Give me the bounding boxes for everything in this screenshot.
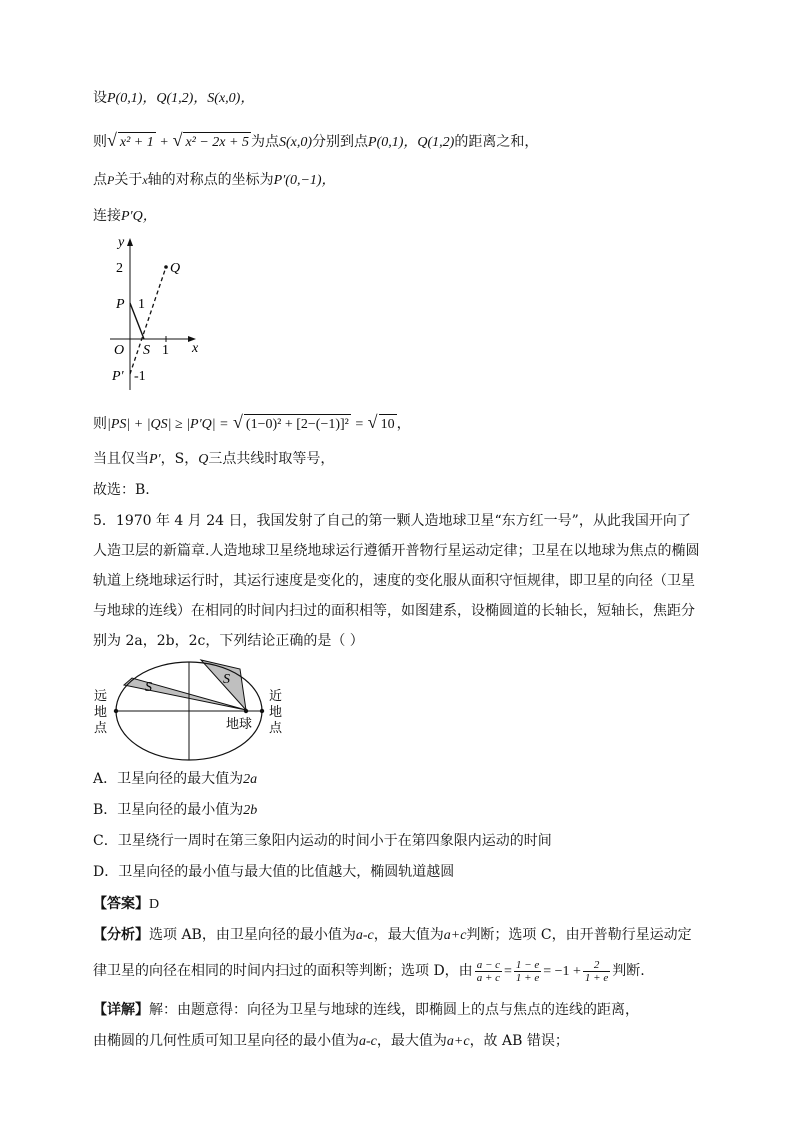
radicand-1: x² + 1 <box>118 132 156 153</box>
numerator: a − c <box>476 958 500 971</box>
math-a-minus-c: a-c <box>359 1034 377 1049</box>
text: 为点 <box>250 134 279 150</box>
option-b-math: 2b <box>243 803 258 818</box>
text: 分别到点 <box>312 134 369 150</box>
area-label-1: S <box>145 680 152 695</box>
text: 判断. <box>612 963 645 979</box>
near-label-1: 近 <box>269 688 283 703</box>
far-label-1: 远 <box>94 688 108 703</box>
text: 轴的对称点的坐标为 <box>147 172 274 188</box>
label-pprime: P′ <box>112 369 124 384</box>
near-label-2: 地 <box>269 704 283 719</box>
radicand-distance: (1−0)² + [2−(−1)]² <box>244 414 351 435</box>
denominator: 1 + e <box>584 971 609 984</box>
fraction-3 <box>583 959 610 984</box>
solution-line-3 <box>93 170 336 191</box>
detail-tag: 【详解】 <box>93 1002 149 1018</box>
math-p: P <box>107 173 115 187</box>
math-pq: P(0,1)，Q(1,2) <box>368 135 455 150</box>
text: 则 <box>93 416 107 432</box>
text: 当且仅当 <box>93 451 149 467</box>
text: 判断；选项 C，由开普勒行星运动定 <box>466 927 692 943</box>
area-label-2: S <box>223 672 230 687</box>
tick-neg1: -1 <box>134 369 146 384</box>
text: 选项 AB，由卫星向径的最小值为 <box>149 927 356 943</box>
earth-dot <box>244 709 248 713</box>
equals-sign: = <box>355 417 364 432</box>
label-s: S <box>143 343 150 358</box>
y-label: y <box>118 235 125 250</box>
text: 的距离之和， <box>454 134 539 150</box>
denominator: 1 + e <box>515 971 540 984</box>
equals-expression: = −1 + <box>543 964 581 979</box>
text: 则 <box>93 134 107 150</box>
earth-label: 地球 <box>226 716 253 731</box>
coordinate-graph <box>108 232 208 392</box>
text: ，最大值为 <box>376 1033 447 1049</box>
solution-line-7: 故选：B. <box>93 482 150 498</box>
detail-line-1 <box>93 1000 639 1020</box>
answer-tag: 【答案】 <box>93 896 149 912</box>
math-a-plus-c: a+c <box>446 1034 470 1049</box>
text: 三点共线时取等号， <box>208 451 335 467</box>
sqrt-sign: √ <box>107 130 117 150</box>
tick-1-y: 1 <box>138 297 145 312</box>
math-pprime-q: P′Q， <box>121 209 157 224</box>
option-c: C．卫星绕行一周时在第三象阳内运动的时间小于在第四象限内运动的时间 <box>93 833 552 849</box>
x-label: x <box>192 341 199 356</box>
analysis-tag: 【分析】 <box>93 927 149 943</box>
fraction-2 <box>514 959 541 984</box>
math-a-minus-c: a-c <box>355 928 374 943</box>
option-a-math: 2a <box>243 772 258 787</box>
sqrt-sign: √ <box>367 412 378 432</box>
near-point-dot <box>260 709 264 713</box>
result-sqrt10: 10 <box>379 414 397 435</box>
text: ，最大值为 <box>373 927 444 943</box>
far-label-2: 地 <box>94 704 108 719</box>
tick-1-x: 1 <box>162 343 169 358</box>
analysis-line-2 <box>93 955 645 988</box>
math-q: Q <box>198 452 209 467</box>
sqrt-sign: √ <box>172 130 183 150</box>
math-x: x <box>142 173 148 187</box>
math-pprime: P′ <box>149 452 161 467</box>
numerator: 1 − e <box>515 958 540 971</box>
solution-line-2 <box>93 130 538 153</box>
option-b-text: B．卫星向径的最小值为 <box>93 802 244 818</box>
detail-line-2 <box>93 1031 569 1052</box>
math-s: S(x,0) <box>278 135 313 150</box>
near-label-3: 点 <box>269 720 283 735</box>
sqrt-sign: √ <box>233 412 243 432</box>
option-b <box>93 800 257 821</box>
text: 由椭圆的几何性质可知卫星向径的最小值为 <box>93 1033 359 1049</box>
text: ， <box>396 416 411 432</box>
label-q: Q <box>170 261 181 276</box>
text: 律卫星的向径在相同的时间内扫过的面积等判断；选项 D，由 <box>93 963 473 979</box>
option-a <box>93 769 257 790</box>
radicand-2: x² − 2x + 5 <box>183 132 251 153</box>
option-d: D．卫星向径的最小值与最大值的比值越大，椭圆轨道越圆 <box>93 864 455 880</box>
far-label-3: 点 <box>94 720 108 735</box>
analysis-line-1 <box>93 925 692 946</box>
solution-line-6 <box>93 449 334 470</box>
far-point-dot <box>114 709 118 713</box>
answer-line <box>93 894 159 915</box>
equals-sign: = <box>504 964 512 979</box>
text: 连接 <box>93 208 121 224</box>
point-q <box>164 265 168 269</box>
math-a-plus-c: a+c <box>443 928 467 943</box>
text: 解：由题意得：向径为卫星与地球的连线，即椭圆上的点与焦点的连线的距离， <box>149 1002 639 1018</box>
math-points: P(0,1)，Q(1,2)，S(x,0)， <box>107 91 255 106</box>
text: ，S， <box>160 451 199 467</box>
fraction-1 <box>475 959 502 984</box>
option-a-text: A．卫星向径的最大值为 <box>93 771 244 787</box>
math-pprime: P′(0,−1)， <box>273 173 336 188</box>
numerator: 2 <box>583 959 610 972</box>
label-p: P <box>116 297 125 312</box>
solution-line-1 <box>93 88 254 109</box>
tick-2: 2 <box>116 261 123 276</box>
text: ，故 AB 错误； <box>469 1033 569 1049</box>
answer-value: D <box>149 897 160 912</box>
y-axis-arrow <box>127 238 133 246</box>
math-distance: |PS| + |QS| ≥ |P′Q| = <box>107 417 229 432</box>
text: 设 <box>93 90 107 106</box>
ellipse-orbit-figure <box>93 656 293 766</box>
plus-sign: + <box>160 135 169 150</box>
label-o: O <box>114 343 125 358</box>
text: 点 <box>93 172 107 188</box>
solution-line-5 <box>93 412 411 435</box>
denominator: a + c <box>476 971 500 984</box>
question-5-text: 5．1970 年 4 月 24 日，我国发射了自己的第一颗人造地球卫星“东方红一号”，从此我国开向了人造卫层的新篇章.人造地球卫星绕地球运行遵循开普物行星运动定律；卫星在以地球为焦点的椭圆轨道上绕地球运行时，其运行速度是变化的，速度的变化服从面积守恒规律，即卫星的向径（卫星与地球的连线）在相同的时间内扫过的面积相等，如图建系，设椭圆道的长轴长，短轴长，焦距分别为 2a，2b，2c，下列结论正确的是（ ） <box>93 513 700 649</box>
text: 关于 <box>114 172 143 188</box>
solution-line-4 <box>93 206 157 227</box>
